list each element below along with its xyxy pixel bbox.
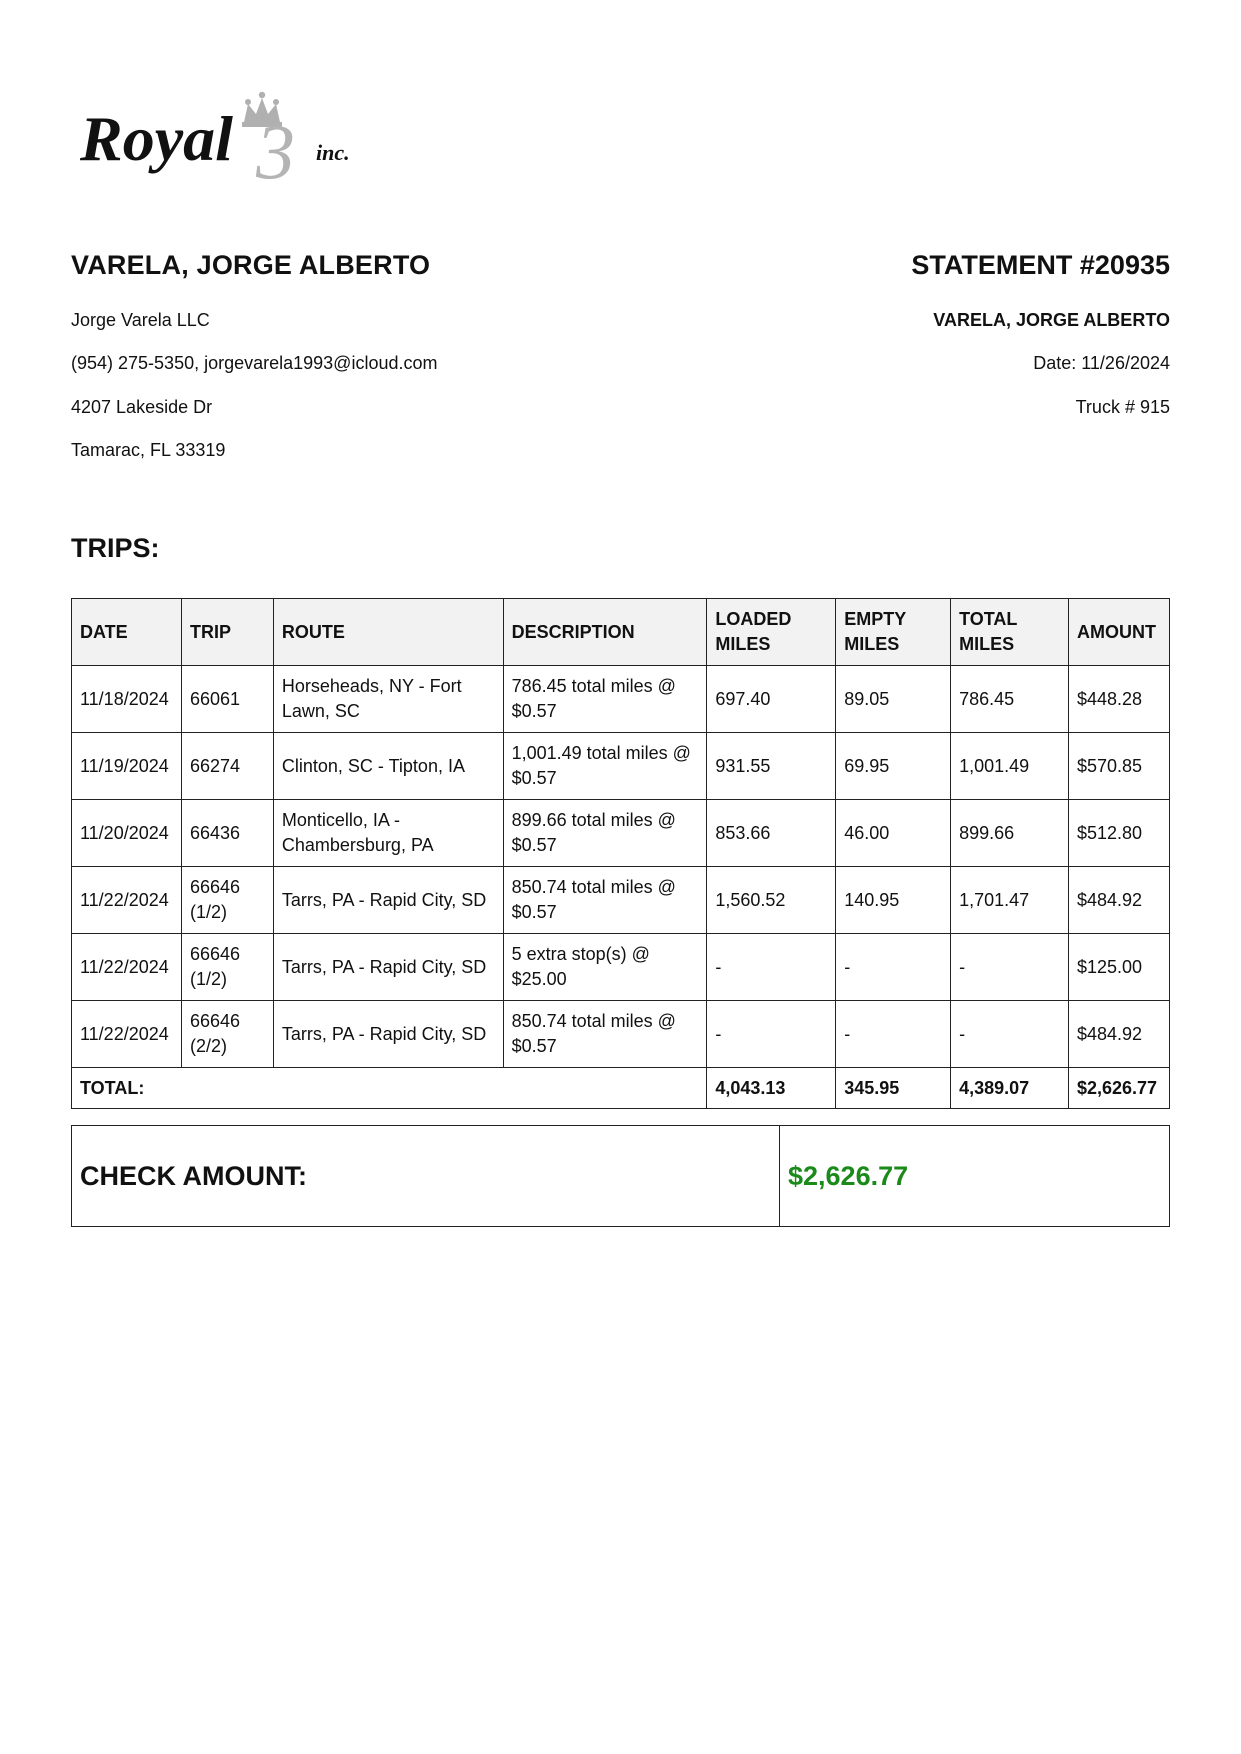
cell-total-miles: 899.66 [951,800,1069,867]
cell-description: 786.45 total miles @ $0.57 [503,666,707,733]
column-header: EMPTY MILES [836,599,951,666]
cell-amount: $570.85 [1068,733,1169,800]
statement-truck: Truck # 915 [1075,397,1170,417]
cell-route: Horseheads, NY - Fort Lawn, SC [273,666,503,733]
cell-route: Clinton, SC - Tipton, IA [273,733,503,800]
check-amount-label: CHECK AMOUNT: [72,1126,780,1227]
table-row [72,934,1170,1001]
cell-amount: $448.28 [1068,666,1169,733]
cell-trip: 66646 (1/2) [181,934,273,1001]
cell-trip: 66274 [181,733,273,800]
column-header: LOADED MILES [707,599,836,666]
driver-address-line1: 4207 Lakeside Dr [71,397,213,417]
cell-description: 5 extra stop(s) @ $25.00 [503,934,707,1001]
cell-loaded-miles: - [707,934,836,1001]
table-header-row [72,599,1170,666]
cell-total-miles: 1,001.49 [951,733,1069,800]
trips-table [71,598,1170,1109]
cell-empty-miles: - [836,1001,951,1068]
driver-company: Jorge Varela LLC [71,310,210,330]
column-header: TRIP [181,599,273,666]
table-row [72,733,1170,800]
cell-empty-miles: - [836,934,951,1001]
driver-contact: (954) 275-5350, jorgevarela1993@icloud.com [71,353,438,373]
cell-total-miles: - [951,1001,1069,1068]
total-loaded-miles: 4,043.13 [707,1068,836,1109]
cell-trip: 66436 [181,800,273,867]
check-amount-row [72,1126,1170,1227]
statement-title: STATEMENT #20935 [911,250,1170,280]
cell-date: 11/18/2024 [72,666,182,733]
cell-description: 899.66 total miles @ $0.57 [503,800,707,867]
cell-date: 11/22/2024 [72,867,182,934]
cell-amount: $484.92 [1068,867,1169,934]
logo-digit: 3 [256,108,295,190]
cell-route: Monticello, IA - Chambersburg, PA [273,800,503,867]
cell-route: Tarrs, PA - Rapid City, SD [273,934,503,1001]
column-header: ROUTE [273,599,503,666]
column-header: AMOUNT [1068,599,1169,666]
cell-route: Tarrs, PA - Rapid City, SD [273,1001,503,1068]
cell-amount: $484.92 [1068,1001,1169,1068]
table-row [72,1001,1170,1068]
table-row [72,800,1170,867]
driver-address-line2: Tamarac, FL 33319 [71,440,226,460]
column-header: DATE [72,599,182,666]
statement-driver-name: VARELA, JORGE ALBERTO [933,310,1170,330]
cell-trip: 66061 [181,666,273,733]
check-amount-value: $2,626.77 [780,1126,1170,1227]
statement-date: Date: 11/26/2024 [1033,353,1170,373]
cell-empty-miles: 89.05 [836,666,951,733]
column-header: DESCRIPTION [503,599,707,666]
cell-description: 850.74 total miles @ $0.57 [503,867,707,934]
cell-amount: $512.80 [1068,800,1169,867]
cell-loaded-miles: 931.55 [707,733,836,800]
cell-trip: 66646 (2/2) [181,1001,273,1068]
table-row [72,867,1170,934]
trips-heading: TRIPS: [71,533,160,563]
logo-suffix: inc. [316,140,350,165]
cell-date: 11/19/2024 [72,733,182,800]
cell-date: 11/22/2024 [72,1001,182,1068]
cell-empty-miles: 69.95 [836,733,951,800]
cell-description: 1,001.49 total miles @ $0.57 [503,733,707,800]
cell-amount: $125.00 [1068,934,1169,1001]
total-empty-miles: 345.95 [836,1068,951,1109]
cell-loaded-miles: 697.40 [707,666,836,733]
total-amount: $2,626.77 [1068,1068,1169,1109]
cell-route: Tarrs, PA - Rapid City, SD [273,867,503,934]
table-row [72,666,1170,733]
cell-loaded-miles: - [707,1001,836,1068]
cell-total-miles: 786.45 [951,666,1069,733]
cell-loaded-miles: 1,560.52 [707,867,836,934]
total-row [72,1068,1170,1109]
cell-total-miles: - [951,934,1069,1001]
cell-trip: 66646 (1/2) [181,867,273,934]
cell-loaded-miles: 853.66 [707,800,836,867]
royal-3-inc-logo [78,78,378,190]
driver-name: VARELA, JORGE ALBERTO [71,250,431,280]
cell-total-miles: 1,701.47 [951,867,1069,934]
logo-word: Royal [80,103,233,174]
cell-empty-miles: 46.00 [836,800,951,867]
cell-empty-miles: 140.95 [836,867,951,934]
cell-date: 11/22/2024 [72,934,182,1001]
total-label: TOTAL: [72,1068,707,1109]
cell-date: 11/20/2024 [72,800,182,867]
check-amount-table [71,1125,1170,1227]
cell-description: 850.74 total miles @ $0.57 [503,1001,707,1068]
column-header: TOTAL MILES [951,599,1069,666]
total-total-miles: 4,389.07 [951,1068,1069,1109]
